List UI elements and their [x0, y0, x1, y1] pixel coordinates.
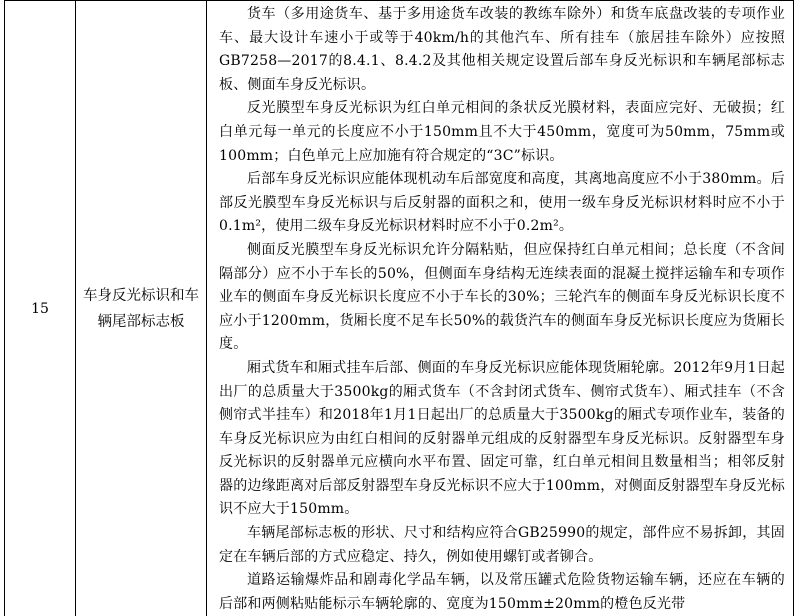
item-name-cell	[76, 1, 207, 616]
item-name: 车身反光标识和车辆尾部标志板	[83, 288, 199, 330]
item-number-cell	[5, 1, 76, 616]
paragraph-box-vehicle: 厢式货车和厢式挂车后部、侧面的车身反光标识应能体现货厢轮廓。2012年9月1日起出厂的总质量大于3500kg的厢式货车（不含封闭式货车、侧帘式货车）、厢式挂车（不含侧帘式半挂车）和2018年1月1日起出厂的总质量大于3500kg的厢式专项作业车，装备的车身反光标识应为由红白相间的反射器单元组成的反射器型车身反光标识。反射器型车身反光标识的反射器单元应横向水平布置、固定可靠，红白单元相间且数量相当；相邻反射器的边缘距离对后部反射器型车身反光标识不应大于100mm，对侧面反射器型车身反光标识不应大于150mm。	[219, 357, 785, 522]
paragraph-film-type: 反光膜型车身反光标识为红白单元相间的条状反光膜材料，表面应完好、无破损；红白单元每一单元的长度应不小于150mm且不大于450mm，宽度可为50mm，75mm或100mm；白色单元上应加施有符合规定的“3C”标识。	[219, 97, 785, 168]
paragraph-side-marking: 侧面反光膜型车身反光标识允许分隔粘贴，但应保持红白单元相间；总长度（不含间隔部分）应不小于车长的50%，但侧面车身结构无连续表面的混凝土搅拌运输车和专项作业车的侧面车身反光标识长度应不小于车长的30%；三轮汽车的侧面车身反光标识长度不应小于1200mm，货厢长度不足车长50%的载货汽车的侧面车身反光标识长度应为货厢长度。	[219, 239, 785, 357]
paragraph-rear-marking: 后部车身反光标识应能体现机动车后部宽度和高度，其离地高度应不小于380mm。后部反光膜型车身反光标识与后反射器的面积之和，使用一级车身反光标识材料时应不小于0.1m²，使用二级车身反光标识材料时应不小于0.2m²。	[219, 168, 785, 239]
requirements-table	[4, 0, 794, 616]
table-row	[5, 1, 794, 616]
requirements-cell	[207, 1, 794, 616]
item-number: 15	[31, 301, 49, 317]
paragraph-rear-plate: 车辆尾部标志板的形状、尺寸和结构应符合GB25990的规定，部件应不易拆卸，其固定在车辆后部的方式应稳定、持久，例如使用螺钉或者铆合。	[219, 522, 785, 569]
paragraph-applicability: 货车（多用途货车、基于多用途货车改装的教练车除外）和货车底盘改装的专项作业车、最大设计车速小于或等于40km/h的其他汽车、所有挂车（旅居挂车除外）应按照GB7258—2017的8.4.1、8.4.2及其他相关规定设置后部车身反光标识和车辆尾部标志板、侧面车身反光标识。	[219, 3, 785, 97]
paragraph-dangerous-goods: 道路运输爆炸品和剧毒化学品车辆，以及常压罐式危险货物运输车辆，还应在车辆的后部和两侧粘贴能标示车辆轮廓的、宽度为150mm±20mm的橙色反光带	[219, 569, 785, 616]
